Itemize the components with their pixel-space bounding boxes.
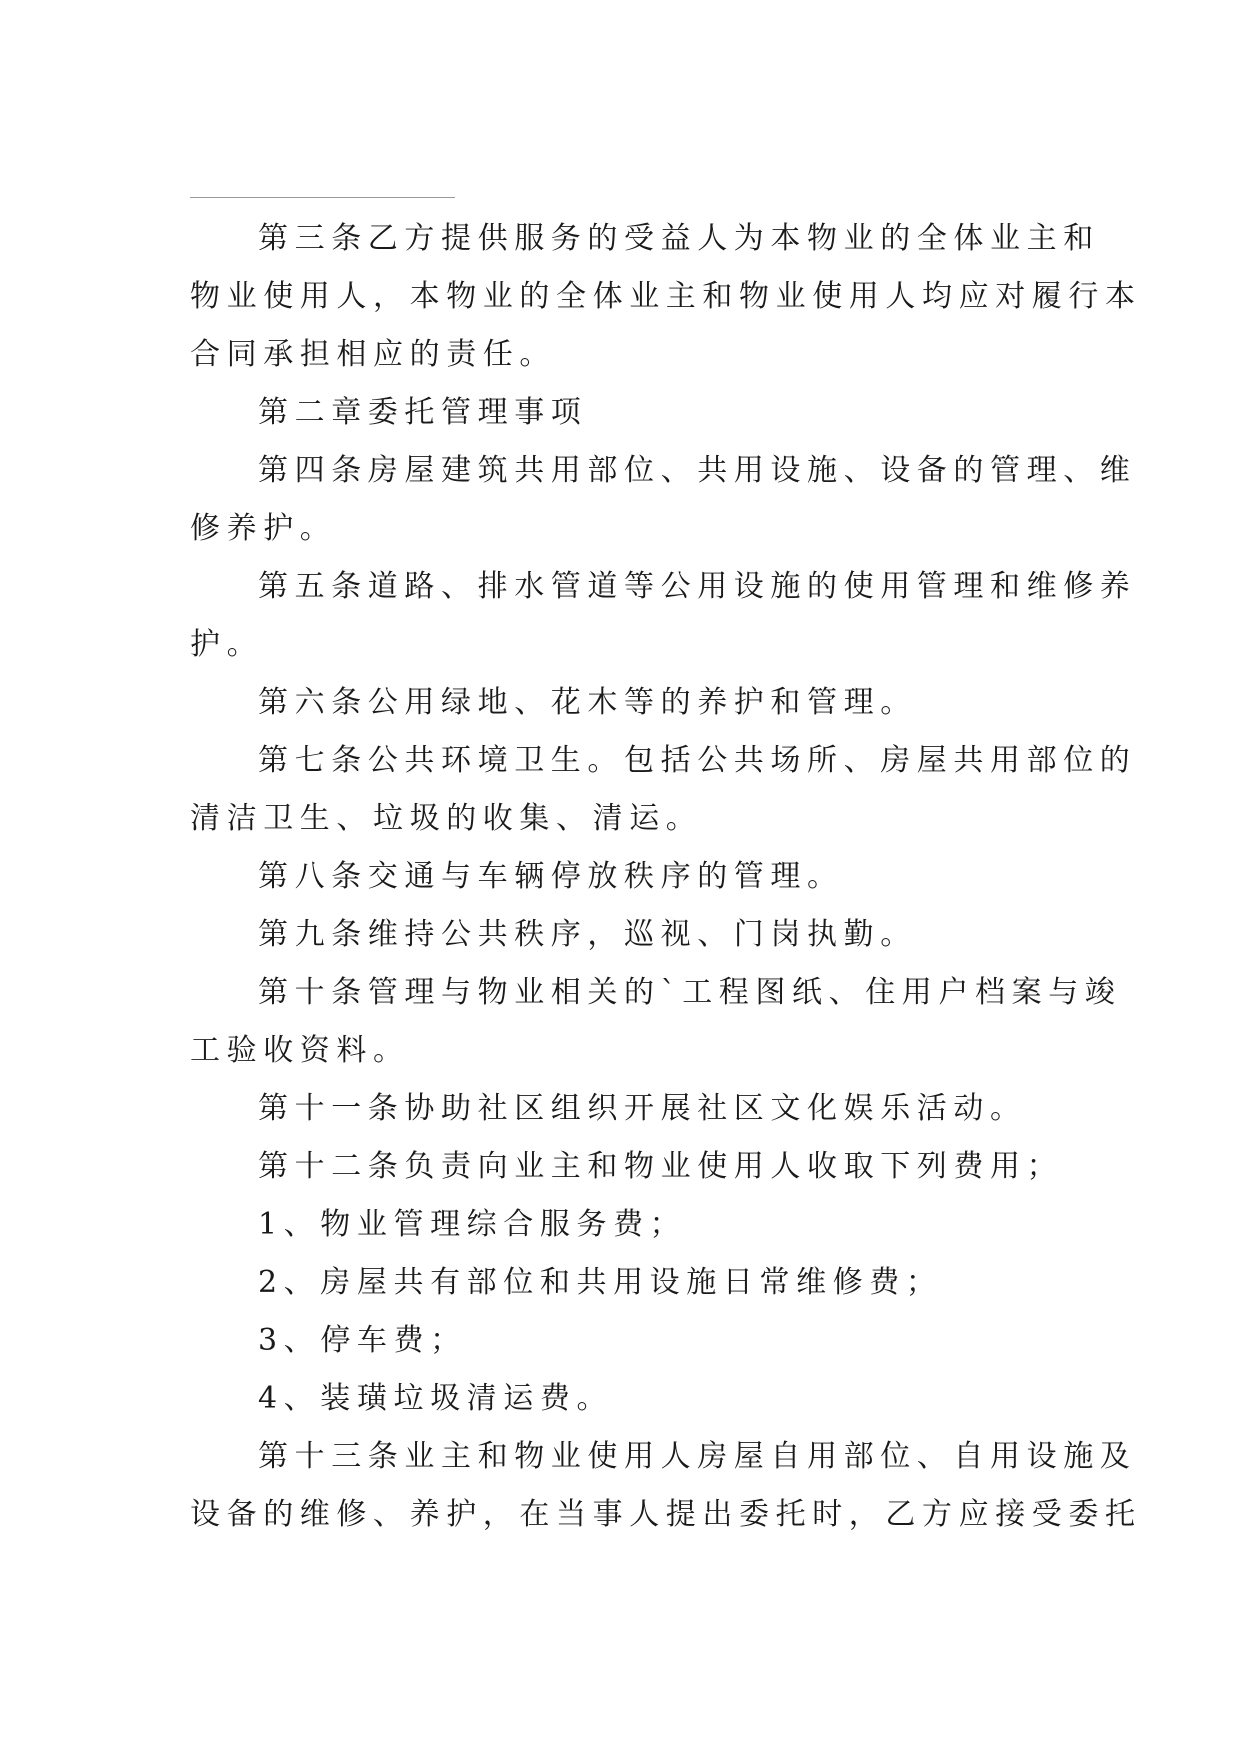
text-line: 3、停车费； bbox=[258, 1323, 467, 1358]
article-9-paragraph bbox=[190, 906, 1060, 964]
article-8-paragraph bbox=[190, 848, 1060, 906]
header-rule bbox=[190, 197, 455, 198]
fee-list-item bbox=[190, 1312, 1060, 1370]
text-line: 4、装璜垃圾清运费。 bbox=[258, 1381, 614, 1416]
text-line: 清洁卫生、垃圾的收集、清运。 bbox=[190, 801, 703, 836]
text-line: 第二章委托管理事项 bbox=[258, 395, 588, 430]
fee-list-item bbox=[190, 1370, 1060, 1428]
article-4-paragraph bbox=[190, 442, 1137, 558]
fee-list-item bbox=[190, 1196, 1060, 1254]
text-line: 设备的维修、养护，在当事人提出委托时，乙方应接受委托 bbox=[190, 1497, 1142, 1532]
text-line: 修养护。 bbox=[190, 511, 337, 546]
text-line: 第四条房屋建筑共用部位、共用设施、设备的管理、维 bbox=[258, 453, 1137, 488]
article-13-paragraph bbox=[190, 1428, 1142, 1544]
text-line: 工验收资料。 bbox=[190, 1033, 410, 1068]
text-line: 合同承担相应的责任。 bbox=[190, 337, 556, 372]
text-line: 第九条维持公共秩序，巡视、门岗执勤。 bbox=[258, 917, 917, 952]
text-line: 2、房屋共有部位和共用设施日常维修费； bbox=[258, 1265, 943, 1300]
text-line: 第十三条业主和物业使用人房屋自用部位、自用设施及 bbox=[258, 1439, 1137, 1474]
text-line: 物业使用人，本物业的全体业主和物业使用人均应对履行本 bbox=[190, 279, 1142, 314]
text-line: 第六条公用绿地、花木等的养护和管理。 bbox=[258, 685, 917, 720]
text-line: 第十条管理与物业相关的`工程图纸、住用户档案与竣 bbox=[258, 975, 1122, 1010]
text-line: 护。 bbox=[190, 627, 264, 662]
fee-list-item bbox=[190, 1254, 1060, 1312]
text-line: 第十二条负责向业主和物业使用人收取下列费用； bbox=[258, 1149, 1064, 1184]
text-line: 1、物业管理综合服务费； bbox=[258, 1207, 687, 1242]
text-line: 第五条道路、排水管道等公用设施的使用管理和维修养 bbox=[258, 569, 1137, 604]
text-line: 第八条交通与车辆停放秩序的管理。 bbox=[258, 859, 844, 894]
article-10-paragraph bbox=[190, 964, 1122, 1080]
chapter-2-heading bbox=[190, 384, 1060, 442]
article-5-paragraph bbox=[190, 558, 1137, 674]
text-line: 第十一条协助社区组织开展社区文化娱乐活动。 bbox=[258, 1091, 1027, 1126]
article-6-paragraph bbox=[190, 674, 1060, 732]
article-3-paragraph bbox=[190, 210, 1142, 384]
article-7-paragraph bbox=[190, 732, 1137, 848]
article-12-paragraph bbox=[190, 1138, 1064, 1196]
text-line: 第三条乙方提供服务的受益人为本物业的全体业主和 bbox=[258, 221, 1100, 256]
document-body bbox=[190, 210, 1142, 1544]
article-11-paragraph bbox=[190, 1080, 1060, 1138]
text-line: 第七条公共环境卫生。包括公共场所、房屋共用部位的 bbox=[258, 743, 1137, 778]
